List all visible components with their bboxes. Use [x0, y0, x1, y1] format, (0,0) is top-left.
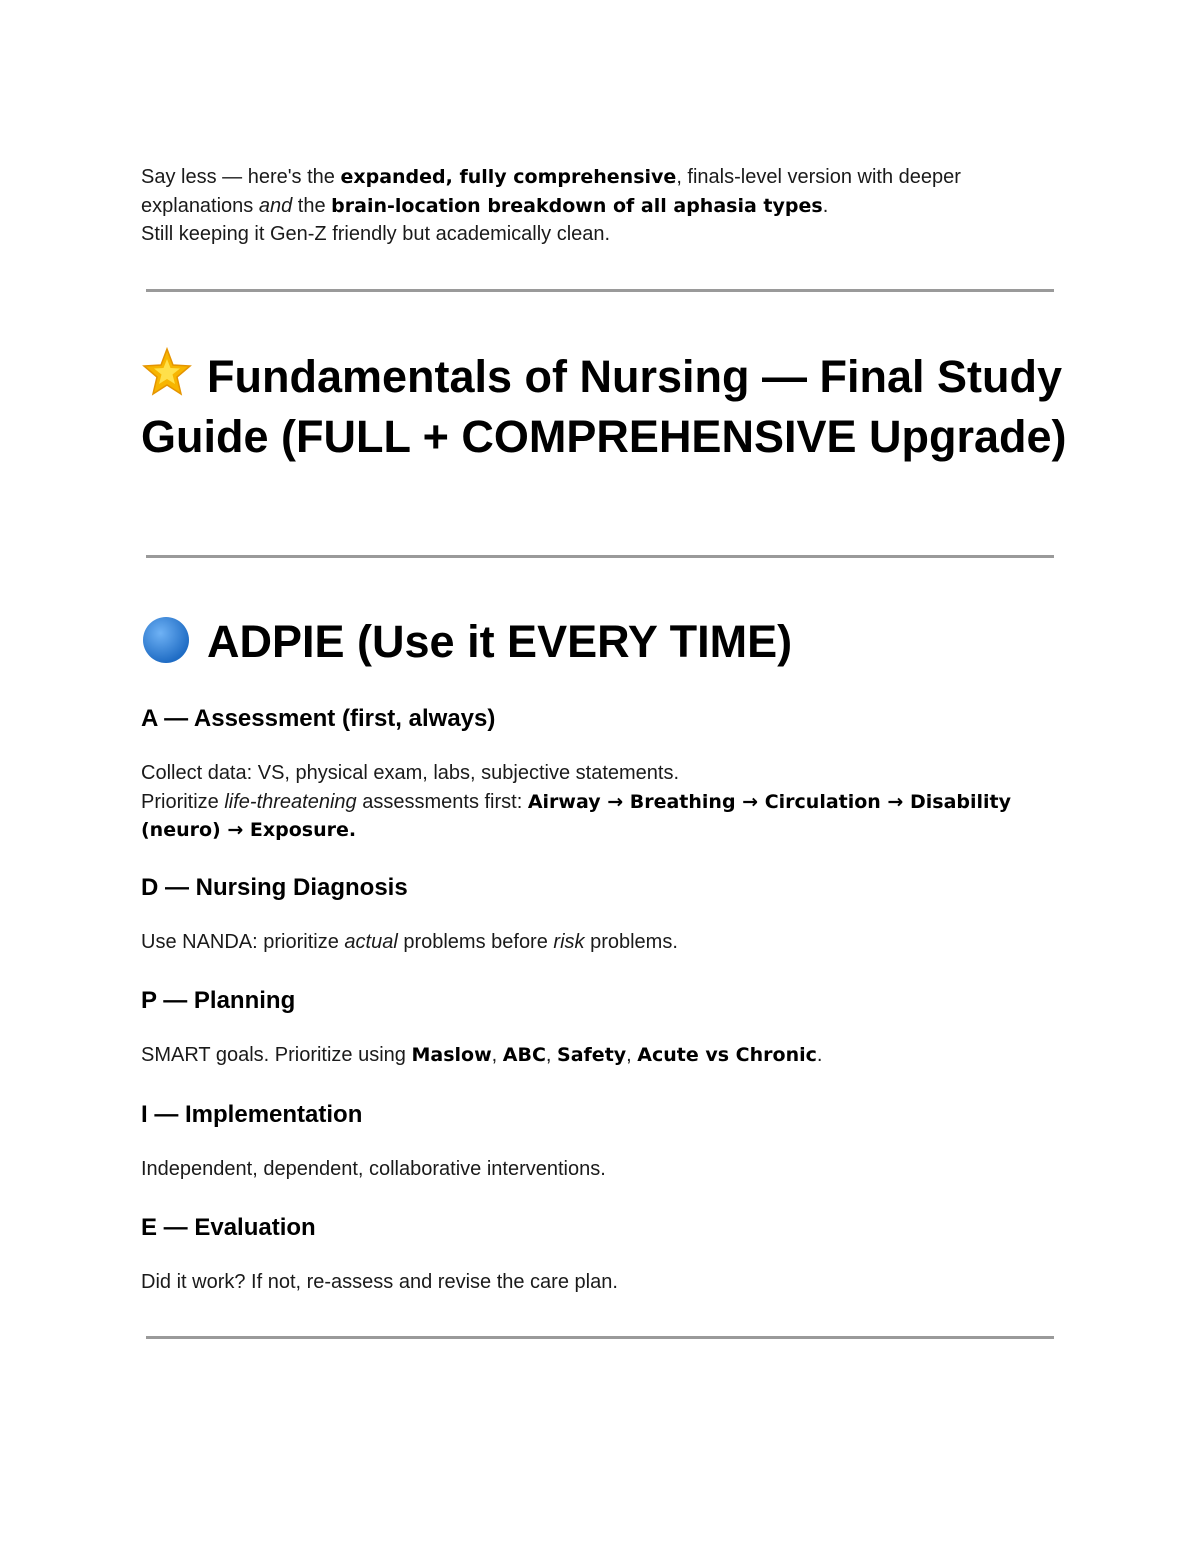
- body-text: Collect data: VS, physical exam, labs, subjective statements.: [141, 762, 680, 784]
- intro-text: Still keeping it Gen-Z friendly but academically clean.: [141, 223, 611, 245]
- bold-text: ABC: [502, 1044, 546, 1066]
- blue-circle-icon: [141, 615, 191, 665]
- subheading-implementation: I — Implementation: [141, 1101, 363, 1128]
- body-text: SMART goals. Prioritize using: [141, 1044, 412, 1066]
- intro-italic-text: and: [258, 194, 293, 217]
- bold-text: Maslow: [411, 1044, 492, 1066]
- italic-text: life-threatening: [224, 790, 357, 813]
- body-text: Prioritize: [141, 790, 225, 813]
- body-text: ,: [545, 1044, 558, 1066]
- intro-bold-text: expanded, fully comprehensive: [340, 166, 677, 188]
- intro-text: .: [822, 194, 829, 217]
- subheading-diagnosis: D — Nursing Diagnosis: [141, 874, 408, 901]
- page-title-text: Fundamentals of Nursing — Final Study Guide (FULL + COMPREHENSIVE Upgrade): [141, 351, 1067, 462]
- intro-paragraph: [141, 163, 1061, 249]
- page-title: [141, 346, 1081, 467]
- intro-text: Say less — here's the: [141, 166, 341, 188]
- intro-text: explanations: [141, 194, 259, 217]
- italic-text: risk: [553, 931, 585, 953]
- implementation-paragraph: [141, 1155, 1061, 1184]
- body-text: problems before: [397, 931, 554, 953]
- diagnosis-paragraph: [141, 928, 1061, 957]
- subheading-planning: P — Planning: [141, 987, 296, 1014]
- evaluation-paragraph: [141, 1268, 1061, 1297]
- intro-text: the: [292, 194, 332, 217]
- intro-text: , finals-level version with deeper: [676, 166, 961, 188]
- body-text: .: [816, 1044, 823, 1066]
- horizontal-rule: [146, 289, 1054, 292]
- planning-paragraph: [141, 1041, 1061, 1070]
- body-text: problems.: [584, 931, 678, 953]
- body-text: ,: [626, 1044, 638, 1066]
- horizontal-rule: [146, 1336, 1054, 1339]
- body-text: ,: [491, 1044, 503, 1066]
- glowing-star-icon: [141, 346, 193, 398]
- horizontal-rule: [146, 555, 1054, 558]
- subheading-assessment: A — Assessment (first, always): [141, 705, 496, 732]
- bold-text: Acute vs Chronic: [637, 1044, 817, 1066]
- bold-text: (neuro) → Exposure.: [141, 819, 357, 841]
- subheading-evaluation: E — Evaluation: [141, 1214, 316, 1241]
- body-text: Use NANDA: prioritize: [141, 931, 345, 953]
- italic-text: actual: [344, 931, 398, 953]
- section-heading-text: ADPIE (Use it EVERY TIME): [207, 616, 793, 667]
- intro-bold-text: brain-location breakdown of all aphasia types: [331, 194, 823, 217]
- body-text: assessments first:: [356, 790, 528, 813]
- section-heading-adpie: [141, 612, 1081, 672]
- body-text: Independent, dependent, collaborative interventions.: [141, 1158, 606, 1180]
- bold-text: Airway → Breathing → Circulation → Disability: [527, 790, 1011, 813]
- bold-text: Safety: [557, 1044, 627, 1066]
- assessment-paragraph: [141, 759, 1061, 845]
- body-text: Did it work? If not, re-assess and revise the care plan.: [141, 1271, 618, 1293]
